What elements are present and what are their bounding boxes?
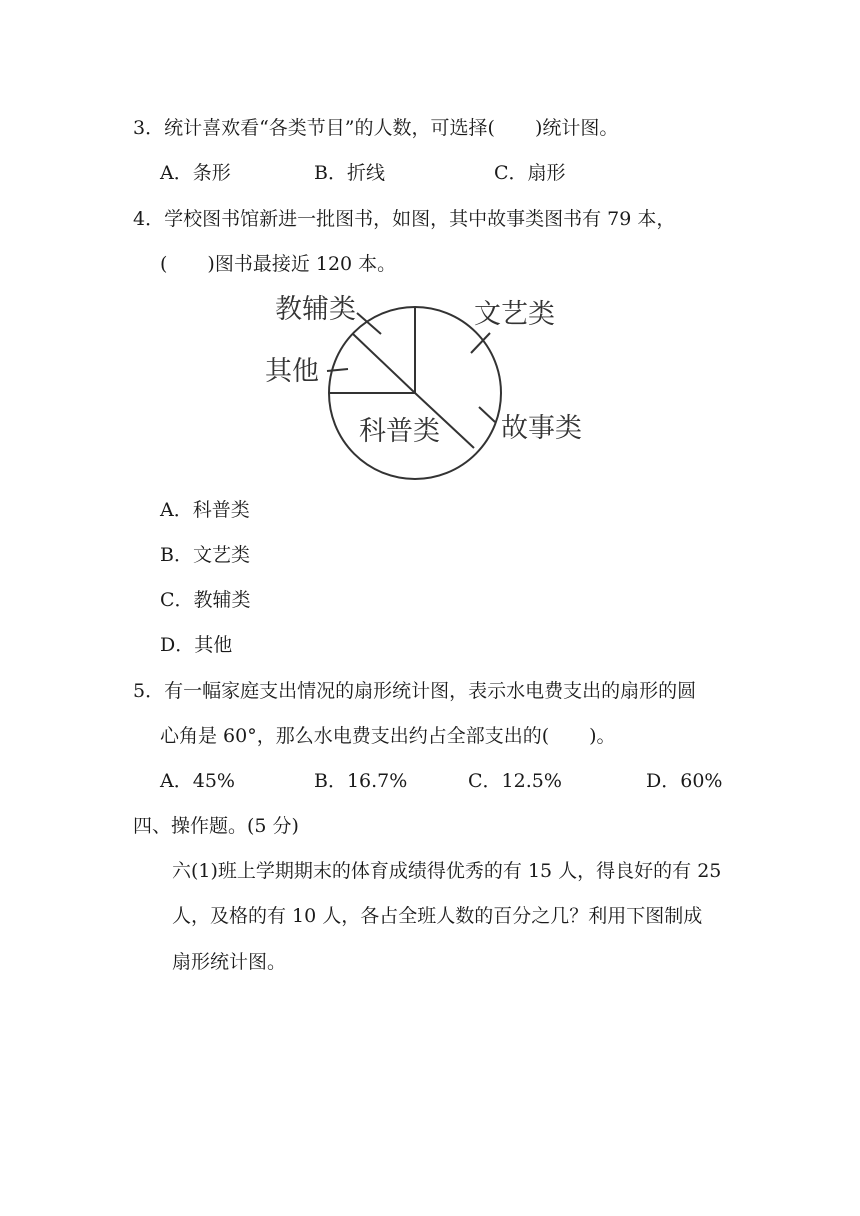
pie-diagonal-upper: [353, 334, 415, 393]
q3-number: 3．: [133, 117, 165, 139]
leader-line-gushi: [479, 407, 495, 422]
q3-stem: [133, 116, 618, 140]
q3-text-before: 统计喜欢看“各类节目”的人数，可选择(: [164, 117, 495, 139]
pie-label-gushi: 故事类: [501, 413, 582, 444]
q3-option-b[interactable]: B．折线: [314, 162, 385, 184]
q4-stem-line2: ( )图书最接近 120 本。: [160, 253, 397, 275]
leader-line-qita: [327, 369, 348, 371]
q4-option-d[interactable]: D．其他: [160, 634, 233, 656]
pie-label-wenyi: 文艺类: [474, 299, 555, 330]
pie-label-kepu: 科普类: [359, 416, 440, 447]
q5-number: 5．: [133, 680, 165, 702]
q5-stem-line1: 5．有一幅家庭支出情况的扇形统计图，表示水电费支出的扇形的圆: [133, 680, 697, 702]
q5-option-c[interactable]: C．12.5%: [468, 770, 562, 792]
q3-option-a[interactable]: A．条形: [160, 162, 231, 184]
q5-option-d[interactable]: D．60%: [646, 770, 723, 792]
section4-text-line3: 扇形统计图。: [172, 951, 287, 973]
q5-option-a[interactable]: A．45%: [160, 770, 235, 792]
q5-option-b[interactable]: B．16.7%: [314, 770, 408, 792]
q4-option-c[interactable]: C．教辅类: [160, 589, 251, 611]
q5-stem-line2: 心角是 60°，那么水电费支出约占全部支出的( )。: [160, 725, 616, 747]
pie-label-qita: 其他: [265, 356, 319, 387]
section4-text-line1: 六(1)班上学期期末的体育成绩得优秀的有 15 人，得良好的有 25: [172, 860, 722, 882]
q4-option-a[interactable]: A．科普类: [160, 499, 250, 521]
section4-heading: 四、操作题。(5 分): [133, 815, 299, 837]
q4-stem-line1: 4．学校图书馆新进一批图书，如图，其中故事类图书有 79 本，: [133, 208, 676, 230]
q4-option-b[interactable]: B．文艺类: [160, 544, 250, 566]
book-pie-figure: [255, 285, 600, 485]
pie-label-jiaofu: 教辅类: [275, 294, 356, 325]
q4-number: 4．: [133, 208, 165, 230]
q3-text-after: )统计图。: [534, 117, 619, 139]
q3-option-c[interactable]: C．扇形: [494, 162, 566, 184]
section4-text-line2: 人，及格的有 10 人，各占全班人数的百分之几？利用下图制成: [172, 905, 703, 927]
